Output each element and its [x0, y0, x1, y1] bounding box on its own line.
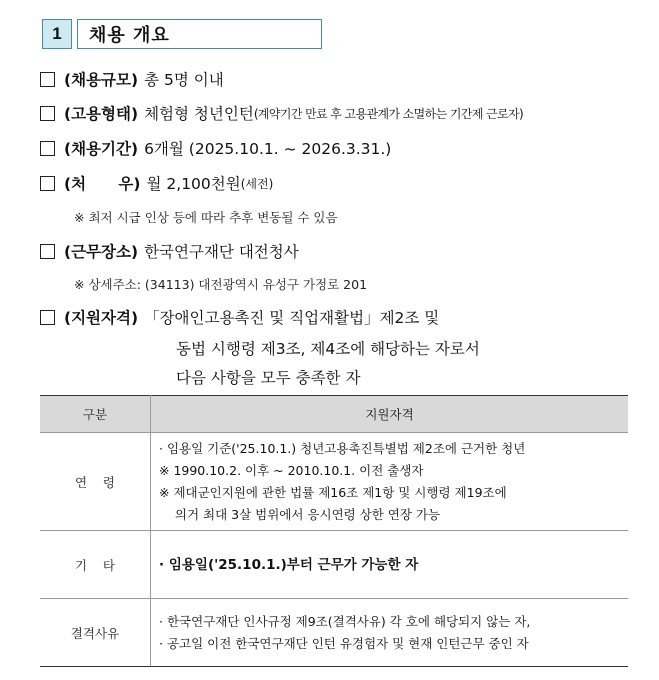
- item-label: (처 우): [64, 175, 141, 193]
- row-line: ※ 1990.10.2. 이후 ~ 2010.10.1. 이전 출생자: [159, 462, 424, 478]
- item-scale: [40, 68, 224, 90]
- row-category: 기 타: [40, 531, 151, 599]
- item-place: [40, 240, 299, 262]
- item-value: 월 2,100천원: [146, 175, 241, 193]
- item-value: 총 5명 이내: [144, 71, 224, 89]
- row-line: · 임용일 기준('25.10.1.) 청년고용촉진특별법 제2조에 근거한 청년: [159, 440, 526, 456]
- section-title: 채용 개요: [77, 19, 322, 49]
- header-category: 구분: [40, 396, 151, 433]
- item-value: 체험형 청년인턴: [144, 105, 254, 123]
- place-note: ※ 상세주소: (34113) 대전광역시 유성구 가정로 201: [74, 277, 368, 292]
- table-row-other: [40, 531, 628, 599]
- checkbox-icon: [40, 176, 55, 191]
- table-row-disqualification: [40, 599, 628, 667]
- item-type: [40, 102, 523, 124]
- item-value: 한국연구재단 대전청사: [144, 243, 299, 261]
- checkbox-icon: [40, 310, 55, 325]
- qualification-line-3: 다음 사항을 모두 충족한 자: [176, 369, 361, 387]
- checkbox-icon: [40, 141, 55, 156]
- header-qualification: 지원자격: [151, 396, 629, 433]
- row-category: 결격사유: [40, 599, 151, 667]
- section-header: [42, 19, 322, 49]
- item-period: [40, 137, 391, 159]
- table-header-row: [40, 396, 628, 433]
- item-detail: (계약기간 만료 후 고용관계가 소멸하는 기간제 근로자): [253, 106, 524, 121]
- item-qualification: [40, 306, 439, 328]
- checkbox-icon: [40, 106, 55, 121]
- qualification-line-2: 동법 시행령 제3조, 제4조에 해당하는 자로서: [176, 340, 480, 358]
- item-detail: (세전): [240, 176, 274, 191]
- checkbox-icon: [40, 244, 55, 259]
- row-content: [151, 531, 629, 599]
- row-line: · 한국연구재단 인사규정 제9조(결격사유) 각 호에 해당되지 않는 자,: [159, 613, 531, 629]
- section-number: 1: [42, 19, 72, 49]
- item-label: (지원자격): [64, 309, 139, 327]
- item-value: 6개월 (2025.10.1. ~ 2026.3.31.): [144, 140, 392, 158]
- row-content: [151, 599, 629, 667]
- row-content: [151, 433, 629, 531]
- item-value: 「장애인고용촉진 및 직업재활법」제2조 및: [144, 309, 440, 327]
- item-label: (고용형태): [64, 105, 139, 123]
- item-pay: [40, 172, 273, 194]
- item-label: (채용기간): [64, 140, 139, 158]
- item-label: (근무장소): [64, 243, 139, 261]
- row-line: · 공고일 이전 한국연구재단 인턴 유경험자 및 현재 인턴근무 중인 자: [159, 635, 529, 651]
- qualification-table: [40, 395, 628, 667]
- row-line: ※ 제대군인지원에 관한 법률 제16조 제1항 및 시행령 제19조에: [159, 484, 507, 500]
- table-row-age: [40, 433, 628, 531]
- row-line: · 임용일('25.10.1.)부터 근무가 가능한 자: [159, 556, 419, 573]
- pay-note: ※ 최저 시급 인상 등에 따라 추후 변동될 수 있음: [74, 210, 338, 225]
- item-label: (채용규모): [64, 71, 139, 89]
- checkbox-icon: [40, 72, 55, 87]
- row-line: 의거 최대 3살 범위에서 응시연령 상한 연장 가능: [159, 506, 441, 522]
- row-category: 연 령: [40, 433, 151, 531]
